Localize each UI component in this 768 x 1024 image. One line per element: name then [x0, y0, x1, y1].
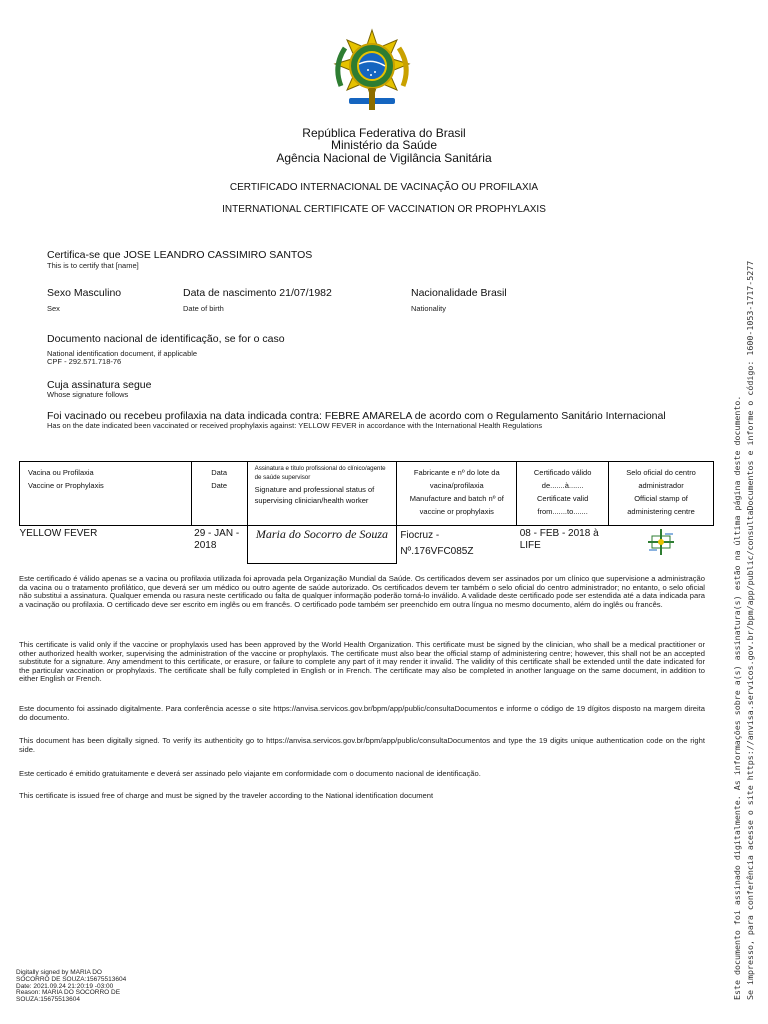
header-signature-pt: Assinatura e título profissional do clínico/agente de saúde supervisor — [254, 465, 386, 481]
row-vaccine: YELLOW FEVER — [19, 528, 98, 539]
header-manufacturer-en: Manufacture and batch nº of vaccine or prophylaxis — [409, 494, 504, 516]
cpf-number: CPF - 292.571.718-76 — [47, 357, 122, 366]
row-validity: 08 - FEB - 2018 à LIFE — [519, 528, 599, 551]
row-date: 29 - JAN - 2018 — [194, 528, 240, 551]
header-ministry: Ministério da Saúde — [330, 138, 438, 152]
header-stamp — [609, 462, 714, 526]
title-en: INTERNATIONAL CERTIFICATE OF VACCINATION OR PROPHYLAXIS — [222, 204, 546, 215]
signature-follows-en: Whose signature follows — [47, 390, 129, 399]
digital-signature-line: SOUZA:15675513604 — [16, 996, 80, 1004]
header-validity-pt: Certificado válido de.......à....... — [533, 468, 592, 490]
digital-signature-line: Reason: MARIA DO SOCORRO DE — [16, 989, 121, 997]
digital-signature-line: SOCORRO DE SOUZA:15675513604 — [16, 975, 127, 983]
vaccinated-statement-en: Has on the date indicated been vaccinated or received prophylaxis against: YELLOW FEVER in accordance with the International Health Regulations — [47, 421, 543, 430]
header-stamp-pt: Selo oficial do centro administrador — [626, 468, 696, 490]
coat-of-arms-seal — [331, 28, 413, 112]
digital-sign-notice-pt: Este documento foi assinado digitalmente. Para conferência acesse o site https://anvisa.servicos.gov.br/bpm/app/public/consultaDocumentos e informe o código de 19 dígitos disposto na margem direita do documento. — [19, 704, 705, 722]
header-stamp-en: Official stamp of administering centre — [627, 494, 695, 516]
header-date — [191, 462, 247, 526]
free-of-charge-en: This certificate is issued free of charge and must be signed by the traveler according to the National identification document — [19, 791, 434, 800]
header-manufacturer-pt: Fabricante e nº do lote da vacina/profilaxia — [413, 468, 500, 490]
nationality-en: Nationality — [411, 304, 447, 313]
row-official-stamp — [609, 526, 714, 564]
id-document-pt: Documento nacional de identificação, se for o caso — [47, 333, 285, 345]
dob-pt: Data de nascimento 21/07/1982 — [183, 287, 332, 299]
sex-pt: Sexo Masculino — [47, 287, 122, 299]
header-agency: Agência Nacional de Vigilância Sanitária — [276, 151, 492, 165]
digital-signature-block — [16, 970, 126, 1004]
header-republic: República Federativa do Brasil — [302, 126, 466, 140]
vertical-text-line-1: Este documento foi assinado digitalmente. As informações sobre a(s) assinatura(s) estão na última página deste documento. — [732, 395, 742, 1000]
digital-signature-line: Digitally signed by MARIA DO — [16, 969, 102, 976]
header-vaccine-en: Vaccine or Prophylaxis — [28, 481, 104, 490]
validity-notice-en: This certificate is valid only if the vaccine or prophylaxis used has been approved by the World Health Organization. This certificate must be signed by the clinician, who shall be a medical practitioner or other authorized health worker, supervising the administration of the vaccine or prophylaxis. The certificate must also bear the official stamp of administering centre; however, this shall not be an accepted substitute for a signature. Any amendment to this certificate, or erasure, or failure to complete any part of it may render it invalid. The validity of this certificate shall be extended until the date indicated for the particular vaccination or prophylaxis. The certificate shall be fully completed in English or in French. The certificate may also be completed in another language on the same document, in addition to either English or French. — [19, 640, 705, 684]
certify-name-en: This is to certify that [name] — [47, 261, 139, 270]
id-document-en: National identification document, if applicable — [47, 349, 198, 358]
dob-en: Date of birth — [183, 304, 224, 313]
header-signature-en: Signature and professional status of supervising clinician/health worker — [254, 485, 375, 505]
table-row — [20, 526, 714, 564]
sex-en: Sex — [47, 304, 60, 313]
header-vaccine — [20, 462, 192, 526]
free-of-charge-pt: Este certicado é emitido gratuitamente e deverá ser assinado pelo viajante em conformidade com o documento nacional de identificação. — [19, 769, 481, 778]
vaccination-table — [19, 461, 714, 564]
header-signature — [247, 462, 397, 526]
header-date-pt: Data — [211, 468, 228, 477]
digital-sign-notice-en: This document has been digitally signed. To verify its authenticity go to https://anvisa.servicos.gov.br/bpm/app/public/consultaDocumentos and type the 19 digits unique authentication code on the right side. — [19, 736, 705, 754]
table-header-row — [20, 462, 714, 526]
header-validity-en: Certificate valid from.......to....... — [537, 494, 589, 516]
validity-notice-pt: Este certificado é válido apenas se a vacina ou profilaxia utilizada foi aprovada pela Organização Mundial da Saúde. Os certificados devem ser assinados por um clínico que supervisione a administração da vacina ou o tratamento profilático, que deverá ser um médico ou outro agente de saúde autorizado. Os certificados devem ter também o selo oficial do centro administrador; no entanto, o selo oficial não substitui a assinatura. Qualquer emenda ou rasura neste certificado ou falta de qualquer informação poderão torná-lo inválido. A validade deste certificado pode ser estendida até a data indicada para a vacinação ou profilaxia. O certificado deve ser escrito em inglês ou em francês. O certificado pode também ser preenchido em outra língua no mesmo documento, além do inglês ou francês. — [19, 574, 705, 609]
vertical-text-line-2: Se impresso, para conferência acesse o site https://anvisa.servicos.gov.br/bpm/app/public/consultaDocumentos e informe o código: 1600-1053-1717-5277 — [745, 260, 755, 1000]
header-vaccine-pt: Vacina ou Profilaxia — [28, 468, 94, 477]
header-date-en: Date — [211, 481, 228, 490]
row-supervisor-signature: Maria do Socorro de Souza — [247, 526, 397, 564]
nationality-pt: Nacionalidade Brasil — [411, 287, 507, 299]
signature-follows-pt: Cuja assinatura segue — [47, 379, 152, 391]
row-manufacturer: Fiocruz - Nº.176VFC085Z — [400, 530, 474, 557]
header-validity — [517, 462, 609, 526]
vaccinated-statement-pt: Foi vacinado ou recebeu profilaxia na data indicada contra: FEBRE AMARELA de acordo com o Regulamento Sanitário Internacional — [47, 410, 666, 422]
certify-name-pt: Certifica-se que JOSE LEANDRO CASSIMIRO SANTOS — [47, 249, 313, 261]
header-manufacturer — [397, 462, 517, 526]
title-pt: CERTIFICADO INTERNACIONAL DE VACINAÇÃO OU PROFILAXIA — [229, 182, 539, 193]
official-stamp-icon — [645, 528, 677, 556]
digital-signature-line: Date: 2021.09.24 21:20:19 -03:00 — [16, 982, 114, 990]
vertical-verification-text — [731, 120, 757, 1000]
